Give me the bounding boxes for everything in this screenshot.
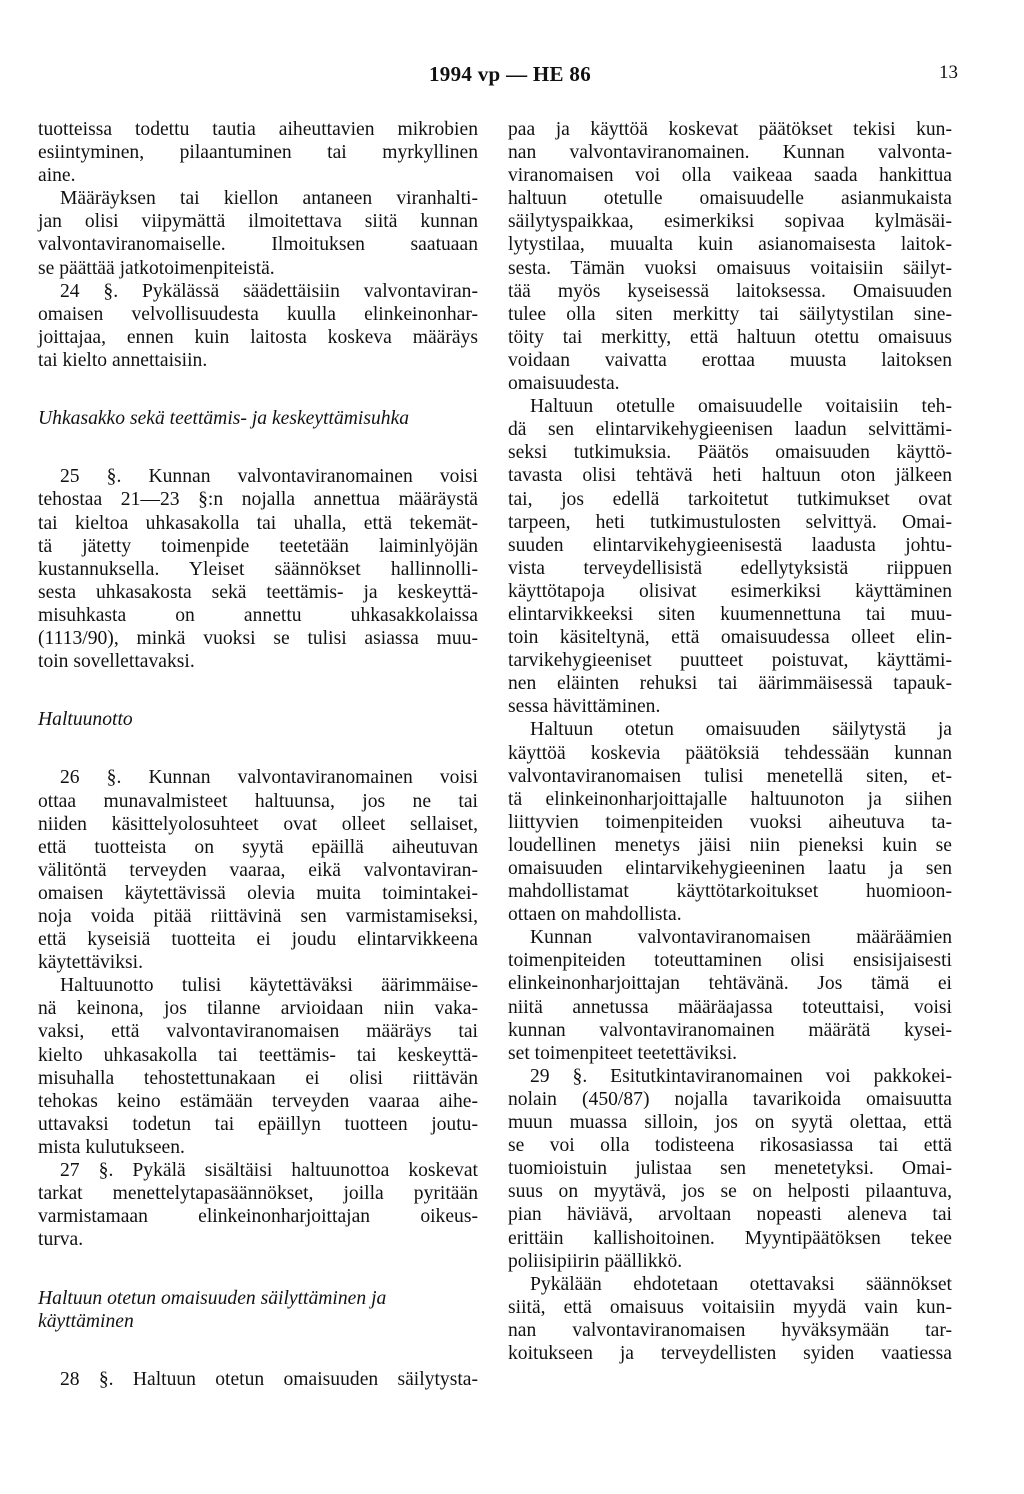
text-line: ottaen on mahdollista. <box>508 904 682 926</box>
text-line: tehokas keino estämään terveyden vaaraa aihe- <box>38 1090 478 1112</box>
text-line: sesta uhkasakosta sekä teettämis- ja keskeyttä- <box>38 581 478 603</box>
text-line: nä keinona, jos tilanne arvioidaan niin vaka- <box>38 998 478 1020</box>
page-number: 13 <box>939 62 958 83</box>
text-line: tarpeen, heti tutkimustulosten selvittyä. Omai- <box>508 511 952 533</box>
text-line: paa ja käyttöä koskevat päätökset tekisi kun- <box>508 119 952 140</box>
text-line: misuhalla tehostettunakaan ei olisi riittävän <box>38 1067 478 1089</box>
section-heading: Uhkasakko sekä teettämis- ja keskeyttämisuhka <box>38 408 410 430</box>
text-line: tä elinkeinonharjoittajalle haltuunoton ja siihen <box>508 788 952 810</box>
paragraph-first-line: 24 §. Pykälässä säädettäisiin valvontaviran- <box>60 280 478 302</box>
text-line: se päättää jatkotoimenpiteistä. <box>38 257 275 279</box>
text-line: varmistamaan elinkeinonharjoittajan oikeus- <box>38 1206 478 1228</box>
text-line: loudellinen menetys jäisi niin pieneksi kuin se <box>508 834 952 856</box>
text-line: mahdollistamat käyttötarkoitukset huomioon- <box>508 881 952 903</box>
paragraph-first-line: Haltuun otetulle omaisuudelle voitaisiin teh- <box>530 396 952 418</box>
text-line: sessa hävittäminen. <box>508 696 661 718</box>
section-heading: käyttäminen <box>38 1310 134 1332</box>
text-line: kunnan valvontaviranomainen määrätä kysei- <box>508 1019 952 1041</box>
spacer <box>38 395 478 407</box>
spacer <box>38 372 478 395</box>
text-line: toin sovellettavaksi. <box>38 651 195 673</box>
text-line: (1113/90), minkä vuoksi se tulisi asiassa muu- <box>38 627 478 649</box>
text-line: omaisuudesta. <box>508 373 620 395</box>
text-line: tai kielto annettaisiin. <box>38 349 208 371</box>
text-line: liittyvien toimenpiteiden vuoksi aiheutuva ta- <box>508 811 952 833</box>
text-line: vaksi, että valvontaviranomaisen määräys tai <box>38 1021 478 1043</box>
text-line: välitöntä terveyden vaaraa, eikä valvontaviran- <box>38 859 478 881</box>
text-line: toimenpiteiden toteuttaminen olisi ensisijaisesti <box>508 950 952 972</box>
spacer <box>38 1345 478 1368</box>
text-line: omaisuuden elintarvikehygieeninen laatu ja sen <box>508 858 952 879</box>
text-line: joittajaa, ennen kuin laitosta koskeva määräys <box>38 326 478 348</box>
text-line: tuomioistuin julistaa sen menetetyksi. Omai- <box>508 1158 952 1180</box>
text-line: se voi olla todisteena rikosasiassa tai että <box>508 1135 952 1157</box>
text-line: ottaa munavalmisteet haltuunsa, jos ne tai <box>38 790 478 812</box>
text-line: tuotteissa todettu tautia aiheuttavien mikrobien <box>38 119 478 140</box>
page-header <box>0 62 1024 92</box>
text-line: nan valvontaviranomainen. Kunnan valvonta- <box>508 142 952 164</box>
text-line: säilytyspaikkaa, esimerkiksi sopivaa kylmäsäi- <box>508 211 952 233</box>
text-line: muun muassa silloin, jos on syytä olettaa, että <box>508 1112 952 1134</box>
spacer <box>38 430 478 442</box>
spacer <box>38 1333 478 1345</box>
text-line: että tuotteista on syytä epäillä aiheutuvan <box>38 836 478 858</box>
text-line: jan olisi viipymättä ilmoitettava siitä kunnan <box>38 211 478 233</box>
text-line: tarvikehygieeniset puutteet poistuvat, käyttämi- <box>508 650 952 672</box>
text-line: tehostaa 21—23 §:n nojalla annettua määräystä <box>38 489 478 511</box>
text-line: tarkat menettelytapasäännökset, joilla pyritään <box>38 1183 478 1205</box>
text-line: niiden käsittelyolosuhteet ovat olleet sellaiset, <box>38 813 478 835</box>
text-line: tai kieltoa uhkasakolla tai uhalla, että tekemät- <box>38 512 478 534</box>
text-line: mista kulutukseen. <box>38 1136 185 1158</box>
spacer <box>38 1251 478 1274</box>
section-heading: Haltuunotto <box>38 709 133 731</box>
text-line: aine. <box>38 165 76 187</box>
right-column <box>508 118 952 1365</box>
text-line: tää myös kyseisessä laitoksessa. Omaisuuden <box>508 280 952 302</box>
text-line: koitukseen ja terveydellisten syiden vaatiessa <box>508 1342 952 1364</box>
text-line: poliisipiirin päällikkö. <box>508 1250 683 1272</box>
text-line: tavasta olisi tehtävä heti haltuun oton jälkeen <box>508 465 952 487</box>
spacer <box>38 673 478 696</box>
text-line: esiintyminen, pilaantuminen tai myrkyllinen <box>38 142 478 164</box>
text-line: omaisen käytettävissä olevia muita toimintakei- <box>38 882 478 904</box>
paragraph-first-line: Haltuunotto tulisi käytettäväksi äärimmäise- <box>60 975 478 997</box>
text-line: vista terveydellisistä edellytyksistä riippuen <box>508 557 952 579</box>
text-line: elintarvikkeeksi siten kuumennettuna tai muu- <box>508 603 952 625</box>
text-line: pian häviävä, arvoltaan nopeasti aleneva tai <box>508 1204 952 1226</box>
paragraph-first-line: Kunnan valvontaviranomaisen määräämien <box>530 927 952 949</box>
paragraph-first-line: 28 §. Haltuun otetun omaisuuden säilytysta- <box>60 1368 478 1390</box>
paragraph-first-line: 29 §. Esitutkintaviranomainen voi pakkokei- <box>530 1065 952 1087</box>
text-line: kustannuksella. Yleiset säännökset hallinnolli- <box>38 558 478 580</box>
paragraph-first-line: 26 §. Kunnan valvontaviranomainen voisi <box>60 767 478 789</box>
text-line: lytystilaa, muualta kuin asianomaisesta laitok- <box>508 234 952 256</box>
text-line: nen eläinten rehuksi tai äärimmäisessä tapauk- <box>508 673 952 695</box>
text-line: omaisen velvollisuudesta kuulla elinkeinonhar- <box>38 303 478 325</box>
spacer <box>38 743 478 766</box>
text-line: siitä, että omaisuus voitaisiin myydä vain kun- <box>508 1296 952 1318</box>
section-heading: Haltuun otetun omaisuuden säilyttäminen ja <box>38 1287 387 1309</box>
text-line: käytettäviksi. <box>38 952 144 974</box>
text-line: turva. <box>38 1229 84 1251</box>
paragraph-first-line: 27 §. Pykälä sisältäisi haltuunottoa koskevat <box>60 1160 478 1182</box>
running-title: 1994 vp — HE 86 <box>428 62 592 86</box>
text-line: tai, jos edellä tarkoitetut tutkimukset ovat <box>508 488 952 510</box>
text-line: voidaan vaivatta erottaa muusta laitoksen <box>508 349 952 371</box>
text-line: suus on myytävä, jos se on helposti pilaantuva, <box>508 1181 952 1203</box>
paragraph-first-line: Määräyksen tai kiellon antaneen viranhalti- <box>60 188 478 210</box>
text-line: valvontaviranomaisen tulisi menetellä siten, et- <box>508 765 952 787</box>
text-line: sesta. Tämän vuoksi omaisuus voitaisiin säilyt- <box>508 257 952 279</box>
text-line: nan valvontaviranomaisen hyväksymään tar- <box>508 1319 952 1341</box>
text-line: toin käsiteltynä, että omaisuudessa olleet elin- <box>508 627 952 649</box>
text-line: misuhkasta on annettu uhkasakkolaissa <box>38 604 478 626</box>
text-line: valvontaviranomaiselle. Ilmoituksen saatuaan <box>38 234 478 256</box>
paragraph-first-line: Haltuun otetun omaisuuden säilytystä ja <box>530 719 952 741</box>
text-line: käyttöä koskevia päätöksiä tehdessään kunnan <box>508 742 952 764</box>
text-line: suuden elintarvikehygieenisestä laadusta johtu- <box>508 534 952 556</box>
text-line: dä sen elintarvikehygieenisen laadun selvittämi- <box>508 419 952 441</box>
text-line: set toimenpiteet teetettäviksi. <box>508 1042 738 1064</box>
text-line: että kyseisiä tuotteita ei joudu elintarvikkeena <box>38 929 478 951</box>
text-line: töity tai merkitty, että haltuun otettu omaisuus <box>508 326 952 348</box>
text-line: noja voida pitää riittävinä sen varmistamiseksi, <box>38 906 478 927</box>
text-line: uttavaksi todetun tai epäillyn tuotteen joutu- <box>38 1113 478 1135</box>
left-column <box>38 118 478 1391</box>
text-line: erittäin kallishoitoinen. Myyntipäätöksen tekee <box>508 1227 952 1249</box>
paragraph-first-line: Pykälään ehdotetaan otettavaksi säännökset <box>530 1273 952 1295</box>
text-line: niitä annetussa määräajassa toteuttaisi, voisi <box>508 996 952 1018</box>
text-line: haltuun otetulle omaisuudelle asianmukaista <box>508 188 952 210</box>
paragraph-first-line: 25 §. Kunnan valvontaviranomainen voisi <box>60 466 478 488</box>
text-line: seksi tutkimuksia. Päätös omaisuuden käyttö- <box>508 442 952 464</box>
text-line: tä jätetty toimenpide teetetään laiminlyöjän <box>38 535 478 557</box>
spacer <box>38 696 478 708</box>
text-line: tulee olla siten merkitty tai säilytystilan sine- <box>508 303 952 325</box>
text-line: kielto uhkasakolla tai teettämis- tai keskeyttä- <box>38 1044 478 1066</box>
spacer <box>38 442 478 465</box>
text-line: viranomaisen voi olla vaikeaa saada hankittua <box>508 165 952 187</box>
spacer <box>38 731 478 743</box>
spacer <box>38 1275 478 1287</box>
text-line: käyttötapoja olisivat esimerkiksi käyttäminen <box>508 580 952 602</box>
text-line: elinkeinonharjoittajan tehtävänä. Jos tämä ei <box>508 973 952 995</box>
text-line: nolain (450/87) nojalla tavarikoida omaisuutta <box>508 1088 952 1110</box>
